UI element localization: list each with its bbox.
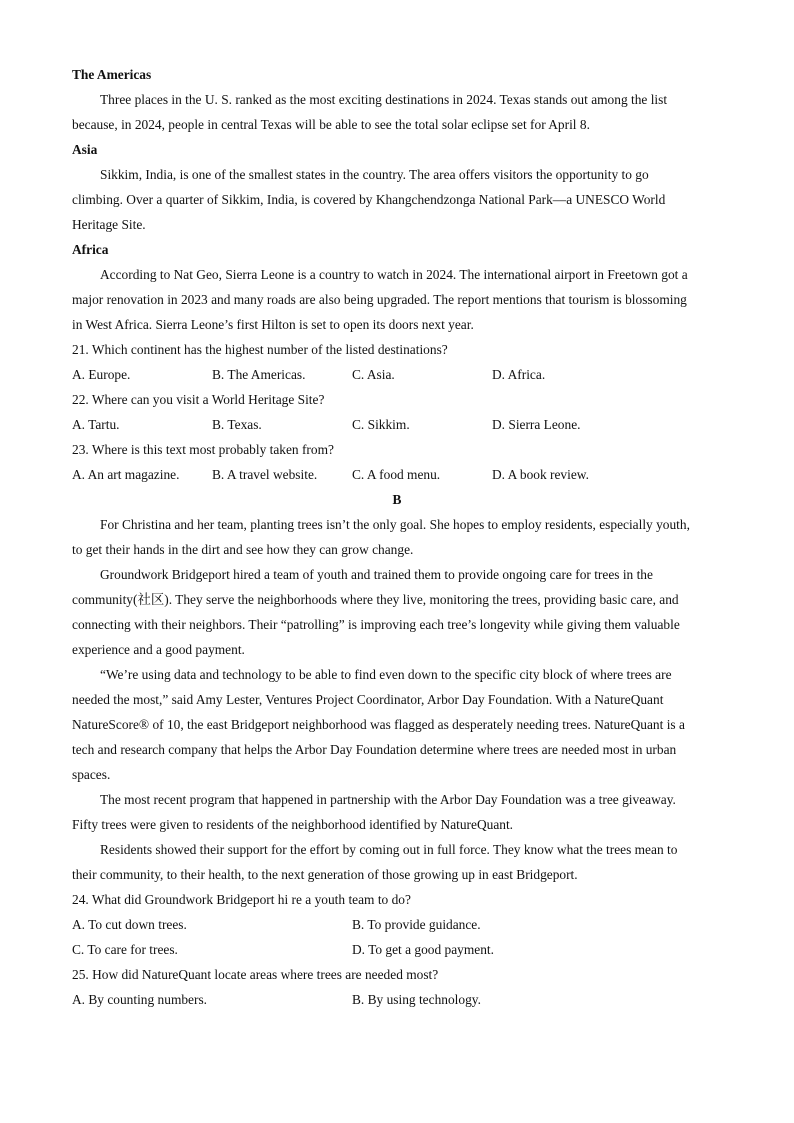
question-24-options-row-2 xyxy=(72,937,722,962)
b-para3-line-1: “We’re using data and technology to be able to find even down to the specific city block of where trees are xyxy=(100,667,672,682)
b-para3-line-5: spaces. xyxy=(72,767,111,782)
q21-option-b: B. The Americas. xyxy=(212,367,306,382)
q23-option-b: B. A travel website. xyxy=(212,467,318,482)
q24-option-c: C. To care for trees. xyxy=(72,942,178,957)
b-para2-line-3: connecting with their neighbors. Their “patrolling” is improving each tree’s longevity while giving them valuable xyxy=(72,617,680,632)
question-23-stem: 23. Where is this text most probably taken from? xyxy=(72,442,334,457)
q24-option-a: A. To cut down trees. xyxy=(72,917,187,932)
b-para4-line-2: Fifty trees were given to residents of the neighborhood identified by NatureQuant. xyxy=(72,817,514,832)
heading-asia: Asia xyxy=(72,142,98,157)
b-para2-line-2: community(社区). They serve the neighborhoods where they live, monitoring the trees, providing basic care, and xyxy=(72,592,679,607)
americas-line-2: because, in 2024, people in central Texas will be able to see the total solar eclipse set for April 8. xyxy=(72,117,590,132)
question-24-stem: 24. What did Groundwork Bridgeport hi re a youth team to do? xyxy=(72,892,411,907)
africa-line-1: According to Nat Geo, Sierra Leone is a country to watch in 2024. The international airport in Freetown got a xyxy=(100,267,688,282)
africa-line-2: major renovation in 2023 and many roads are also being upgraded. The report mentions that tourism is blossoming xyxy=(72,292,687,307)
asia-line-2: climbing. Over a quarter of Sikkim, India, is covered by Khangchendzonga National Park—a UNESCO World xyxy=(72,192,666,207)
b-para2-line-4: experience and a good payment. xyxy=(72,642,245,657)
b-para1-line-2: to get their hands in the dirt and see how they can grow change. xyxy=(72,542,414,557)
question-23-options xyxy=(72,462,722,487)
question-24-options-row-1 xyxy=(72,912,722,937)
q25-option-b: B. By using technology. xyxy=(352,992,481,1007)
b-para1-line-1: For Christina and her team, planting trees isn’t the only goal. She hopes to employ residents, especially youth, xyxy=(100,517,690,532)
asia-line-1: Sikkim, India, is one of the smallest states in the country. The area offers visitors the opportunity to go xyxy=(100,167,649,182)
question-21-options xyxy=(72,362,722,387)
section-b-title: B xyxy=(392,492,402,507)
b-para3-line-3: NatureScore® of 10, the east Bridgeport neighborhood was flagged as desperately needing trees. NatureQuant is a xyxy=(72,717,685,732)
b-para5-line-1: Residents showed their support for the effort by coming out in full force. They know what the trees mean to xyxy=(100,842,678,857)
q22-option-b: B. Texas. xyxy=(212,417,262,432)
document-page xyxy=(72,62,722,1012)
q24-option-b: B. To provide guidance. xyxy=(352,917,481,932)
africa-line-3: in West Africa. Sierra Leone’s first Hilton is set to open its doors next year. xyxy=(72,317,474,332)
asia-line-3: Heritage Site. xyxy=(72,217,146,232)
q23-option-a: A. An art magazine. xyxy=(72,467,180,482)
b-para2-line-1: Groundwork Bridgeport hired a team of youth and trained them to provide ongoing care for trees in the xyxy=(100,567,653,582)
b-para3-line-4: tech and research company that helps the Arbor Day Foundation determine where trees are needed most in urban xyxy=(72,742,677,757)
heading-africa: Africa xyxy=(72,242,109,257)
q21-option-c: C. Asia. xyxy=(352,367,395,382)
q22-option-c: C. Sikkim. xyxy=(352,417,410,432)
q24-option-d: D. To get a good payment. xyxy=(352,942,494,957)
b-para3-line-2: needed the most,” said Amy Lester, Ventures Project Coordinator, Arbor Day Foundation. With a NatureQuant xyxy=(72,692,664,707)
heading-americas: The Americas xyxy=(72,67,152,82)
q23-option-d: D. A book review. xyxy=(492,467,589,482)
q21-option-a: A. Europe. xyxy=(72,367,131,382)
question-22-options xyxy=(72,412,722,437)
question-25-stem: 25. How did NatureQuant locate areas where trees are needed most? xyxy=(72,967,439,982)
question-21-stem: 21. Which continent has the highest number of the listed destinations? xyxy=(72,342,448,357)
question-25-options-row-1 xyxy=(72,987,722,1012)
americas-line-1: Three places in the U. S. ranked as the most exciting destinations in 2024. Texas stands out among the list xyxy=(100,92,668,107)
q22-option-a: A. Tartu. xyxy=(72,417,120,432)
question-22-stem: 22. Where can you visit a World Heritage Site? xyxy=(72,392,325,407)
b-para5-line-2: their community, to their health, to the next generation of those growing up in east Bridgeport. xyxy=(72,867,578,882)
b-para4-line-1: The most recent program that happened in partnership with the Arbor Day Foundation was a tree giveaway. xyxy=(100,792,676,807)
q23-option-c: C. A food menu. xyxy=(352,467,441,482)
q22-option-d: D. Sierra Leone. xyxy=(492,417,581,432)
q25-option-a: A. By counting numbers. xyxy=(72,992,208,1007)
q21-option-d: D. Africa. xyxy=(492,367,546,382)
